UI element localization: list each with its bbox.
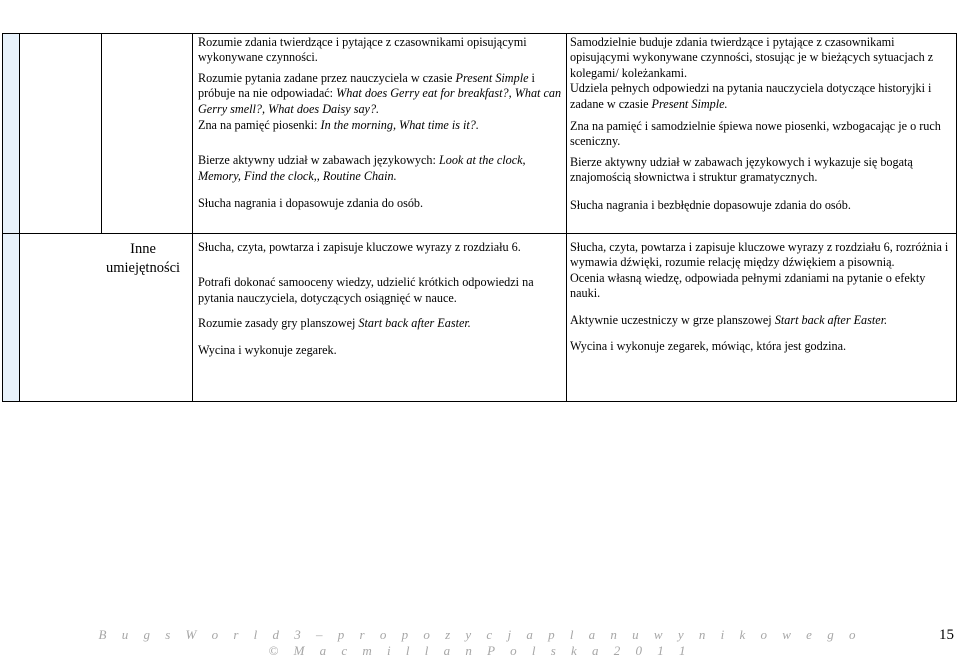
curriculum-table <box>2 33 957 402</box>
advanced-item: Zna na pamięć i samodzielnie śpiewa nowe piosenki, wzbogacając je o ruch sceniczny. <box>570 119 941 149</box>
advanced-item: Bierze aktywny udział w zabawach językowych i wykazuje się bogatą znajomością słownictwa i struktur gramatycznych. <box>570 154 913 185</box>
basic-item: Słucha nagrania i dopasowuje zdania do osób. <box>198 196 424 211</box>
blue-strip-cell <box>3 234 20 402</box>
table-row-skills <box>3 34 957 234</box>
basic-item: Bierze aktywny udział w zabawach językowych: Look at the clock, Memory, Find the clock,, Routine Chain. <box>198 153 526 183</box>
advanced-item: Aktywnie uczestniczy w grze planszowej Start back after Easter. <box>570 312 888 327</box>
basic-item: Rozumie pytania zadane przez nauczyciela w czasie Present Simple i próbuje na nie odpowiadać: What does Gerry eat for breakfast?, What can Gerry smell?, What does Daisy say?. <box>198 70 562 116</box>
footer-copyright: © M a c m i l l a n P o l s k a 2 0 1 1 <box>268 643 692 658</box>
basic-item: Zna na pamięć piosenki: In the morning, What time is it?. <box>198 118 479 133</box>
row-label-cell <box>102 34 193 234</box>
advanced-item: Udziela pełnych odpowiedzi na pytania nauczyciela dotyczące historyjki i zadane w czasie Present Simple. <box>570 81 932 111</box>
margin-cell <box>20 34 102 234</box>
blue-strip-cell <box>3 34 20 234</box>
advanced-item: Słucha, czyta, powtarza i zapisuje kluczowe wyrazy z rozdziału 6, rozróżnia i wymawia dźwięki, rozumie relację między dźwiękiem a pisownią. <box>570 240 949 270</box>
advanced-item: Samodzielnie buduje zdania twierdzące i pytające z czasownikami opisującymi wykonywane czynności, stosując je w bieżących sytuacjach z kolegami/ koleżankami. <box>570 35 934 80</box>
table-row-other-skills <box>3 234 957 402</box>
footer-title: B u g s W o r l d 3 – p r o p o z y c j a p l a n u w y n i k o w e g o <box>98 627 862 642</box>
basic-item: Słucha, czyta, powtarza i zapisuje kluczowe wyrazy z rozdziału 6. <box>198 240 521 254</box>
basic-requirements-cell <box>193 34 567 234</box>
basic-item: Rozumie zasady gry planszowej Start back after Easter. <box>198 316 471 331</box>
row-label-cell <box>20 234 193 402</box>
advanced-item: Słucha nagrania i bezbłędnie dopasowuje zdania do osób. <box>570 197 851 212</box>
basic-item: Rozumie zdania twierdzące i pytające z czasownikami opisującymi wykonywane czynności. <box>198 35 527 65</box>
basic-requirements-cell <box>193 234 567 402</box>
page-number: 15 <box>939 627 954 643</box>
advanced-requirements-cell <box>567 234 957 402</box>
advanced-item: Wycina i wykonuje zegarek, mówiąc, która jest godzina. <box>570 339 847 354</box>
basic-item: Wycina i wykonuje zegarek. <box>198 342 337 357</box>
basic-item: Potrafi dokonać samooceny wiedzy, udzielić krótkich odpowiedzi na pytania nauczyciela, dotyczących osiągnięć w nauce. <box>198 275 534 305</box>
advanced-requirements-cell <box>567 34 957 234</box>
advanced-item: Ocenia własną wiedzę, odpowiada pełnymi zdaniami na pytanie o efekty nauki. <box>570 270 926 301</box>
row-label: Inne umiejętności <box>105 241 181 276</box>
